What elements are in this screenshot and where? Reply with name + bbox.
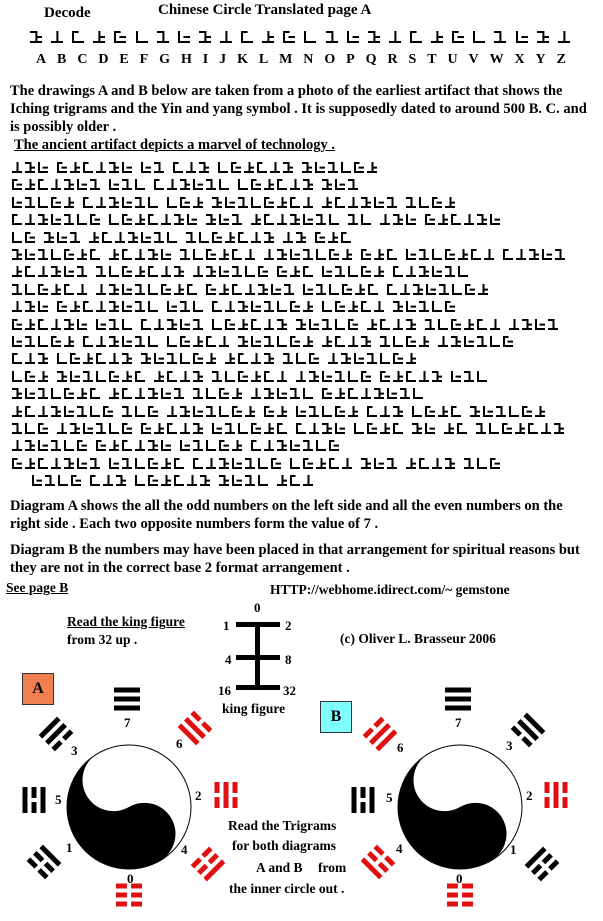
alphabet-letter: Y	[535, 52, 546, 67]
king-n1: 1	[223, 618, 230, 633]
alphabet-letter: R	[387, 52, 398, 67]
trigram-b-3	[511, 713, 546, 748]
alphabet-letter: I	[202, 52, 209, 67]
alphabet-letter: C	[77, 52, 88, 67]
see-page-b-link[interactable]: See page B	[6, 580, 69, 595]
intro-tagline: The ancient artifact depicts a marvel of technology .	[14, 137, 335, 153]
a-n6: 6	[176, 736, 183, 751]
b-n4: 4	[396, 841, 403, 856]
king-n0: 0	[254, 600, 261, 615]
b-n1: 1	[510, 842, 517, 857]
trigram-b-1	[525, 847, 560, 882]
alphabet-letter: T	[427, 52, 437, 67]
king-n16: 16	[218, 683, 231, 698]
trigram-b-2	[545, 782, 568, 808]
a-n2: 2	[195, 788, 202, 803]
trigram-b-4	[361, 845, 396, 880]
alphabet-letter: D	[98, 52, 109, 67]
a-n7: 7	[124, 715, 131, 730]
a-n0: 0	[127, 871, 134, 886]
alphabet-letter: X	[514, 52, 525, 67]
alphabet-letter: E	[119, 52, 129, 67]
b-n0: 0	[456, 871, 463, 886]
alphabet-letter: A	[36, 52, 47, 67]
a-n5: 5	[55, 792, 62, 807]
a-n3: 3	[71, 743, 78, 758]
diagram-a-label: A	[22, 673, 54, 705]
decode-label: Decode	[44, 5, 91, 21]
copyright: (c) Oliver L. Brasseur 2006	[340, 631, 496, 646]
trigram-note-1: Read the Trigrams	[228, 818, 337, 833]
alphabet-letter: S	[408, 52, 417, 67]
intro-paragraph: The drawings A and B below are taken from a photo of the earliest artifact that shows the Iching trigrams and the Yin and yang symbol . It is supposedly dated to around 500 B. C. and is possibly older .	[10, 83, 587, 135]
alphabet-letter: W	[489, 52, 504, 67]
alphabet-letter: Q	[365, 52, 377, 67]
alphabet-letter: H	[180, 52, 192, 67]
trigram-b-7	[445, 688, 471, 711]
url-link[interactable]: HTTP://webhome.idirect.com/~ gemstone	[270, 582, 510, 597]
alphabet-letter: N	[303, 52, 314, 67]
alphabet-letter: G	[159, 52, 171, 67]
trigram-b-5	[352, 787, 375, 813]
king-caption: king figure	[222, 701, 286, 716]
alphabet-letter: O	[324, 52, 336, 67]
note-diagram-a: Diagram A shows the all the odd numbers on the left side and all the even numbers on the right side . Each two opposite numbers form the value of 7 .	[10, 498, 563, 532]
alphabet-letter: V	[468, 52, 479, 67]
king-n32: 32	[283, 683, 296, 698]
b-n7: 7	[455, 715, 462, 730]
b-n6: 6	[397, 740, 404, 755]
a-n4: 4	[181, 842, 188, 857]
b-n2: 2	[526, 788, 533, 803]
alphabet-letter: L	[258, 52, 269, 67]
read-king-text: Read the king figure	[67, 614, 185, 629]
yin-yang-b	[375, 738, 522, 892]
trigram-b-6	[363, 717, 398, 752]
b-n3: 3	[506, 738, 513, 753]
alphabet-letter: U	[447, 52, 458, 67]
trigram-note-5: the inner circle out .	[229, 881, 345, 896]
alphabet-letter: B	[57, 52, 67, 67]
king-n2: 2	[285, 618, 292, 633]
b-n5: 5	[386, 790, 393, 805]
diagram-b-label: B	[320, 701, 352, 733]
trigram-note-4: from	[318, 860, 347, 875]
trigram-note-3: A and B	[256, 860, 303, 875]
page-title: Chinese Circle Translated page A	[158, 2, 372, 18]
alphabet-letter: P	[346, 52, 355, 67]
a-n1: 1	[66, 840, 73, 855]
alphabet-letter: Z	[556, 52, 566, 67]
note-diagram-b: Diagram B the numbers may have been placed in that arrangement for spiritual reasons but they are not in the correct base 2 format arrangement .	[10, 542, 580, 576]
read-king-text-2: from 32 up .	[67, 632, 138, 647]
king-n4: 4	[225, 652, 232, 667]
alphabet-letter: F	[139, 52, 149, 67]
alphabet-letter: K	[237, 52, 248, 67]
alphabet-letter: J	[219, 52, 227, 67]
king-n8: 8	[285, 652, 292, 667]
alphabet-letter: M	[279, 52, 293, 67]
trigram-note-2: for both diagrams	[232, 838, 337, 853]
